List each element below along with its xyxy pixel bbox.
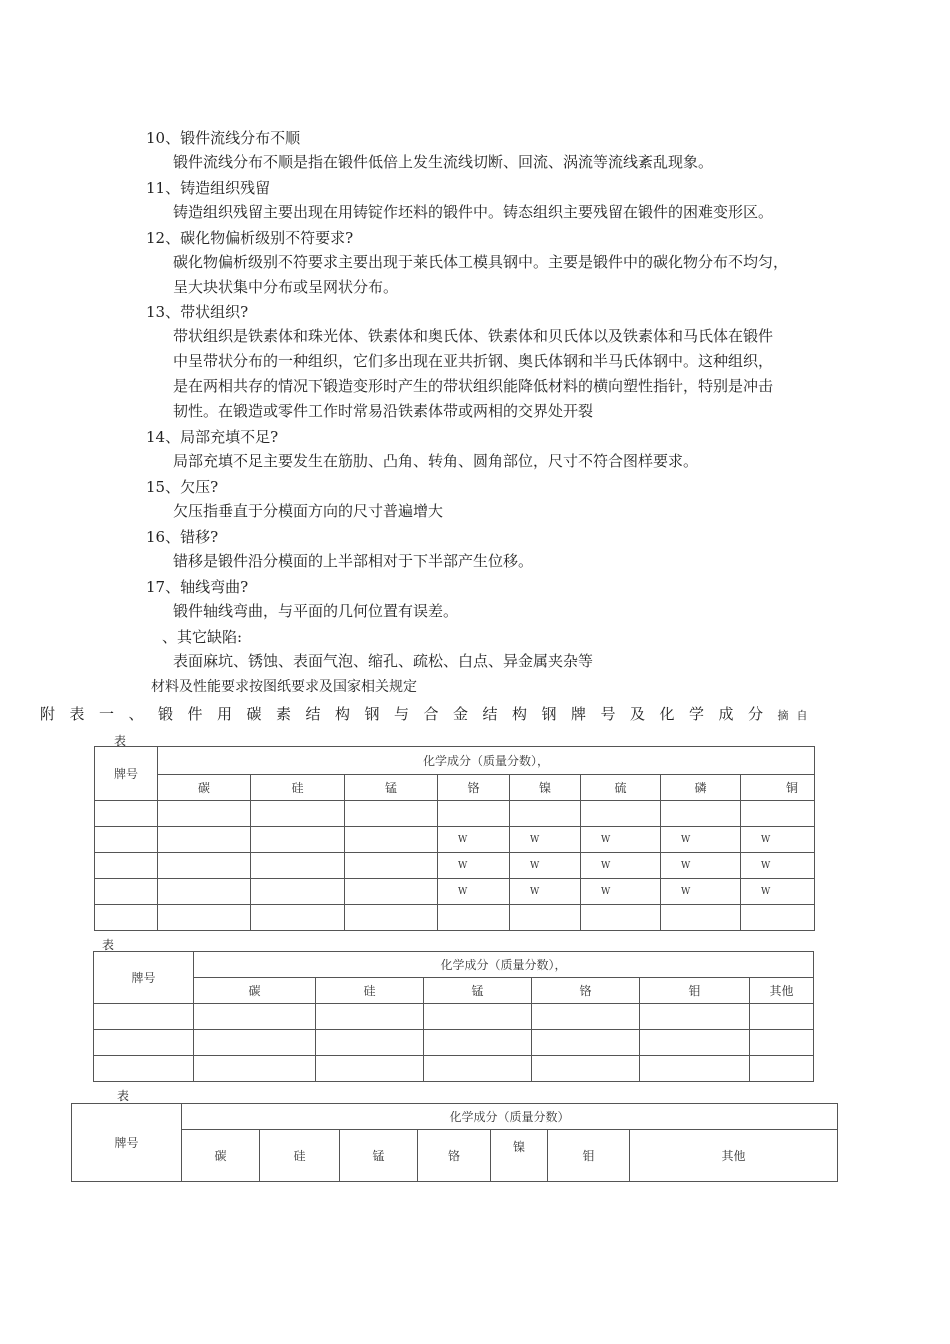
appendix-title	[40, 703, 900, 727]
text-line: 表面麻坑、锈蚀、表面气泡、缩孔、疏松、白点、异金属夹杂等	[173, 652, 594, 670]
table-2-label: 表	[102, 938, 115, 952]
w-mark: W	[581, 827, 661, 853]
element-phosphorus: 磷	[661, 775, 741, 801]
element-chromium: 铬	[438, 775, 510, 801]
item-11-title: 11、铸造组织残留	[146, 179, 271, 197]
appendix-main: 附表一、锻件用碳素结构钢与合金结构钢牌号及化学成分	[40, 705, 778, 723]
element-carbon: 碳	[158, 775, 251, 801]
text-line: 是在两相共存的情况下锻造变形时产生的带状组织能降低材料的横向塑性指针，特别是冲击	[173, 377, 774, 395]
element-chromium: 铬	[418, 1130, 491, 1182]
element-carbon: 碳	[194, 978, 316, 1004]
item-14-text	[173, 449, 873, 474]
item-13-title: 13、带状组织?	[146, 303, 249, 321]
table-row	[94, 1030, 814, 1056]
element-manganese: 锰	[340, 1130, 418, 1182]
w-mark: W	[661, 853, 741, 879]
table-row	[95, 853, 815, 879]
composition-header: 化学成分（质量分数），	[194, 952, 814, 978]
composition-header: 化学成分（质量分数）	[182, 1104, 838, 1130]
material-note: 材料及性能要求按图纸要求及国家相关规定	[151, 679, 417, 695]
table-2	[93, 951, 814, 1082]
item-16-text	[173, 549, 873, 574]
table-3	[71, 1103, 838, 1182]
item-16-title: 16、错移?	[146, 528, 219, 546]
other-defects-title: 、其它缺陷:	[162, 628, 243, 646]
element-molybdenum: 钼	[640, 978, 750, 1004]
text-line: 欠压指垂直于分模面方向的尺寸普遍增大	[173, 502, 444, 520]
grade-header: 牌号	[95, 747, 158, 801]
w-mark: W	[741, 827, 815, 853]
composition-header: 化学成分（质量分数），	[158, 747, 815, 775]
element-carbon: 碳	[182, 1130, 260, 1182]
text-line: 带状组织是铁素体和珠光体、铁素体和奥氏体、铁素体和贝氏体以及铁素体和马氏体在锻件	[173, 327, 774, 345]
text-line: 呈大块状集中分布或呈网状分布。	[173, 278, 399, 296]
item-17-text	[173, 599, 873, 624]
element-copper: 铜	[741, 775, 815, 801]
text-line: 碳化物偏析级别不符要求主要出现于莱氏体工模具钢中。主要是锻件中的碳化物分布不均匀，	[173, 253, 789, 271]
w-mark: W	[510, 879, 581, 905]
item-15-title: 15、欠压?	[146, 478, 219, 496]
w-mark: W	[581, 879, 661, 905]
w-mark: W	[741, 879, 815, 905]
table-row	[95, 801, 815, 827]
text-line: 韧性。在锻造或零件工作时常易沿铁素体带或两相的交界处开裂	[173, 402, 594, 420]
item-10-title: 10、锻件流线分布不顺	[146, 129, 301, 147]
element-silicon: 硅	[260, 1130, 340, 1182]
item-13-text	[173, 324, 873, 424]
item-15-text	[173, 499, 873, 524]
w-mark: W	[438, 879, 510, 905]
table-row	[94, 1004, 814, 1030]
w-mark: W	[661, 827, 741, 853]
w-mark: W	[510, 827, 581, 853]
grade-header: 牌号	[94, 952, 194, 1004]
table-1	[94, 746, 815, 931]
item-14-title: 14、局部充填不足?	[146, 428, 279, 446]
w-mark: W	[510, 853, 581, 879]
element-nickel: 镍	[491, 1130, 548, 1182]
table-row	[95, 905, 815, 931]
element-manganese: 锰	[424, 978, 532, 1004]
w-mark: W	[661, 879, 741, 905]
item-12-title: 12、碳化物偏析级别不符要求?	[146, 229, 354, 247]
element-chromium: 铬	[532, 978, 640, 1004]
element-nickel: 镍	[510, 775, 581, 801]
element-sulfur: 硫	[581, 775, 661, 801]
element-manganese: 锰	[345, 775, 438, 801]
element-silicon: 硅	[251, 775, 345, 801]
grade-header: 牌号	[72, 1104, 182, 1182]
w-mark: W	[438, 827, 510, 853]
text-line: 局部充填不足主要发生在筋肋、凸角、转角、圆角部位，尺寸不符合图样要求。	[173, 452, 699, 470]
element-other: 其他	[750, 978, 814, 1004]
table-1-label: 表	[114, 734, 127, 748]
element-other: 其他	[630, 1130, 838, 1182]
text-line: 铸造组织残留主要出现在用铸锭作坯料的锻件中。铸态组织主要残留在锻件的困难变形区。	[173, 203, 774, 221]
table-row	[94, 1056, 814, 1082]
other-defects-text	[173, 649, 873, 674]
text-line: 中呈带状分布的一种组织，它们多出现在亚共折钢、奥氏体钢和半马氏体钢中。这种组织，	[173, 352, 774, 370]
table-row	[95, 879, 815, 905]
item-12-text	[173, 250, 873, 300]
table-3-label: 表	[117, 1089, 130, 1103]
w-mark: W	[581, 853, 661, 879]
text-line: 锻件轴线弯曲，与平面的几何位置有误差。	[173, 602, 459, 620]
element-silicon: 硅	[316, 978, 424, 1004]
text-line: 锻件流线分布不顺是指在锻件低倍上发生流线切断、回流、涡流等流线紊乱现象。	[173, 153, 714, 171]
item-17-title: 17、轴线弯曲?	[146, 578, 249, 596]
appendix-small: 摘自	[777, 709, 816, 722]
item-10-text	[173, 150, 873, 175]
w-mark: W	[741, 853, 815, 879]
text-line: 错移是锻件沿分模面的上半部相对于下半部产生位移。	[173, 552, 534, 570]
table-row	[95, 827, 815, 853]
item-11-text	[173, 200, 873, 225]
element-molybdenum: 钼	[548, 1130, 630, 1182]
w-mark: W	[438, 853, 510, 879]
